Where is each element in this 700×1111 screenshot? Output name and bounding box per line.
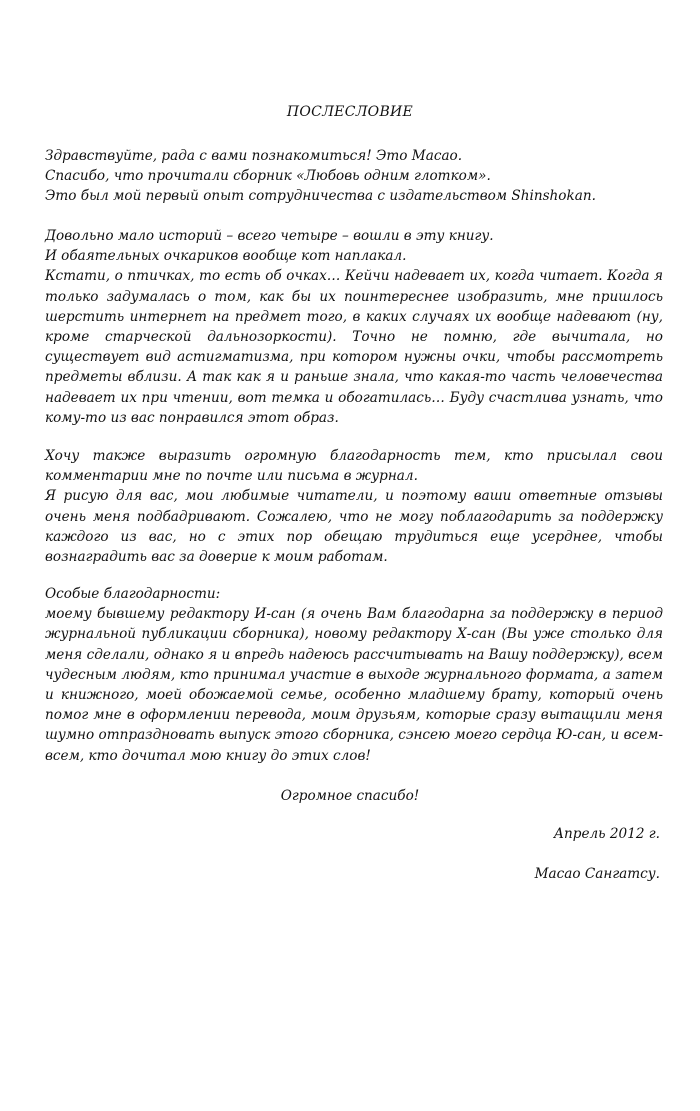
stories-line: Довольно мало историй – всего четыре – вошли в эту книгу. (45, 228, 494, 244)
date-line: Апрель 2012 г. (553, 826, 660, 842)
intro-block (45, 146, 663, 207)
intro-line: Здравствуйте, рада с вами познакомиться! Это Масао. (45, 148, 463, 164)
gratitude-paragraph: Хочу также выразить огромную благодарность тем, кто присылал свои комментарии мне по почте или письма в журнал. (45, 448, 663, 485)
stories-line: И обаятельных очкариков вообще кот наплакал. (45, 248, 407, 265)
special-thanks-block (45, 584, 663, 766)
closing-thanks: Огромное спасибо! (280, 788, 420, 804)
intro-line: Это был мой первый опыт сотрудничества с издательством Shinshokan. (45, 188, 596, 205)
glasses-paragraph: Кстати, о птичках, то есть об очках… Кейчи надевает их, когда читает. Когда я только задумалась о том, как бы их поинтереснее изобразить, мне пришлось шерстить интернет на предмет того, в каких случаях их вообще надевают (ну, кроме старческой дальнозоркости). Точно не помню, где вычитала, но существует вид астигматизма, при котором нужны очки, чтобы рассмотреть предметы вблизи. А так как я и раньше знала, что какая-то часть человечества надевает их при чтении, вот темка и обогатилась… Буду счастлива узнать, что кому-то из вас понравился этот образ. (45, 268, 663, 426)
intro-line: Спасибо, что прочитали сборник «Любовь одним глотком». (45, 168, 491, 185)
special-thanks-heading: Особые благодарности: (45, 586, 221, 602)
gratitude-block (45, 446, 663, 567)
author-signature: Масао Сангатсу. (534, 866, 660, 882)
special-thanks-text: моему бывшему редактору И-сан (я очень Вам благодарна за поддержку в период журнальной публикации сборника), новому редактору Х-сан (Вы уже столько для меня сделали, однако я и впредь надеюсь рассчитывать на Вашу поддержку), всем чудесным людям, кто принимал участие в выходе журнального формата, а затем и книжного, моей обожаемой семье, особенно младшему брату, который очень помог мне в оформлении перевода, моим друзьям, которые сразу вытащили меня шумно отпраздновать выпуск этого сборника, сэнсею моего сердца Ю-сан, и всем-всем, кто дочитал мою книгу до этих слов! (45, 606, 663, 764)
stories-block (45, 226, 663, 428)
page-title: ПОСЛЕСЛОВИЕ (286, 104, 414, 120)
readers-paragraph: Я рисую для вас, мои любимые читатели, и поэтому ваши ответные отзывы очень меня подбадривают. Сожалею, что не могу поблагодарить за поддержку каждого из вас, но с этих пор обещаю трудиться еще усерднее, чтобы вознаградить вас за доверие к моим работам. (45, 488, 663, 566)
